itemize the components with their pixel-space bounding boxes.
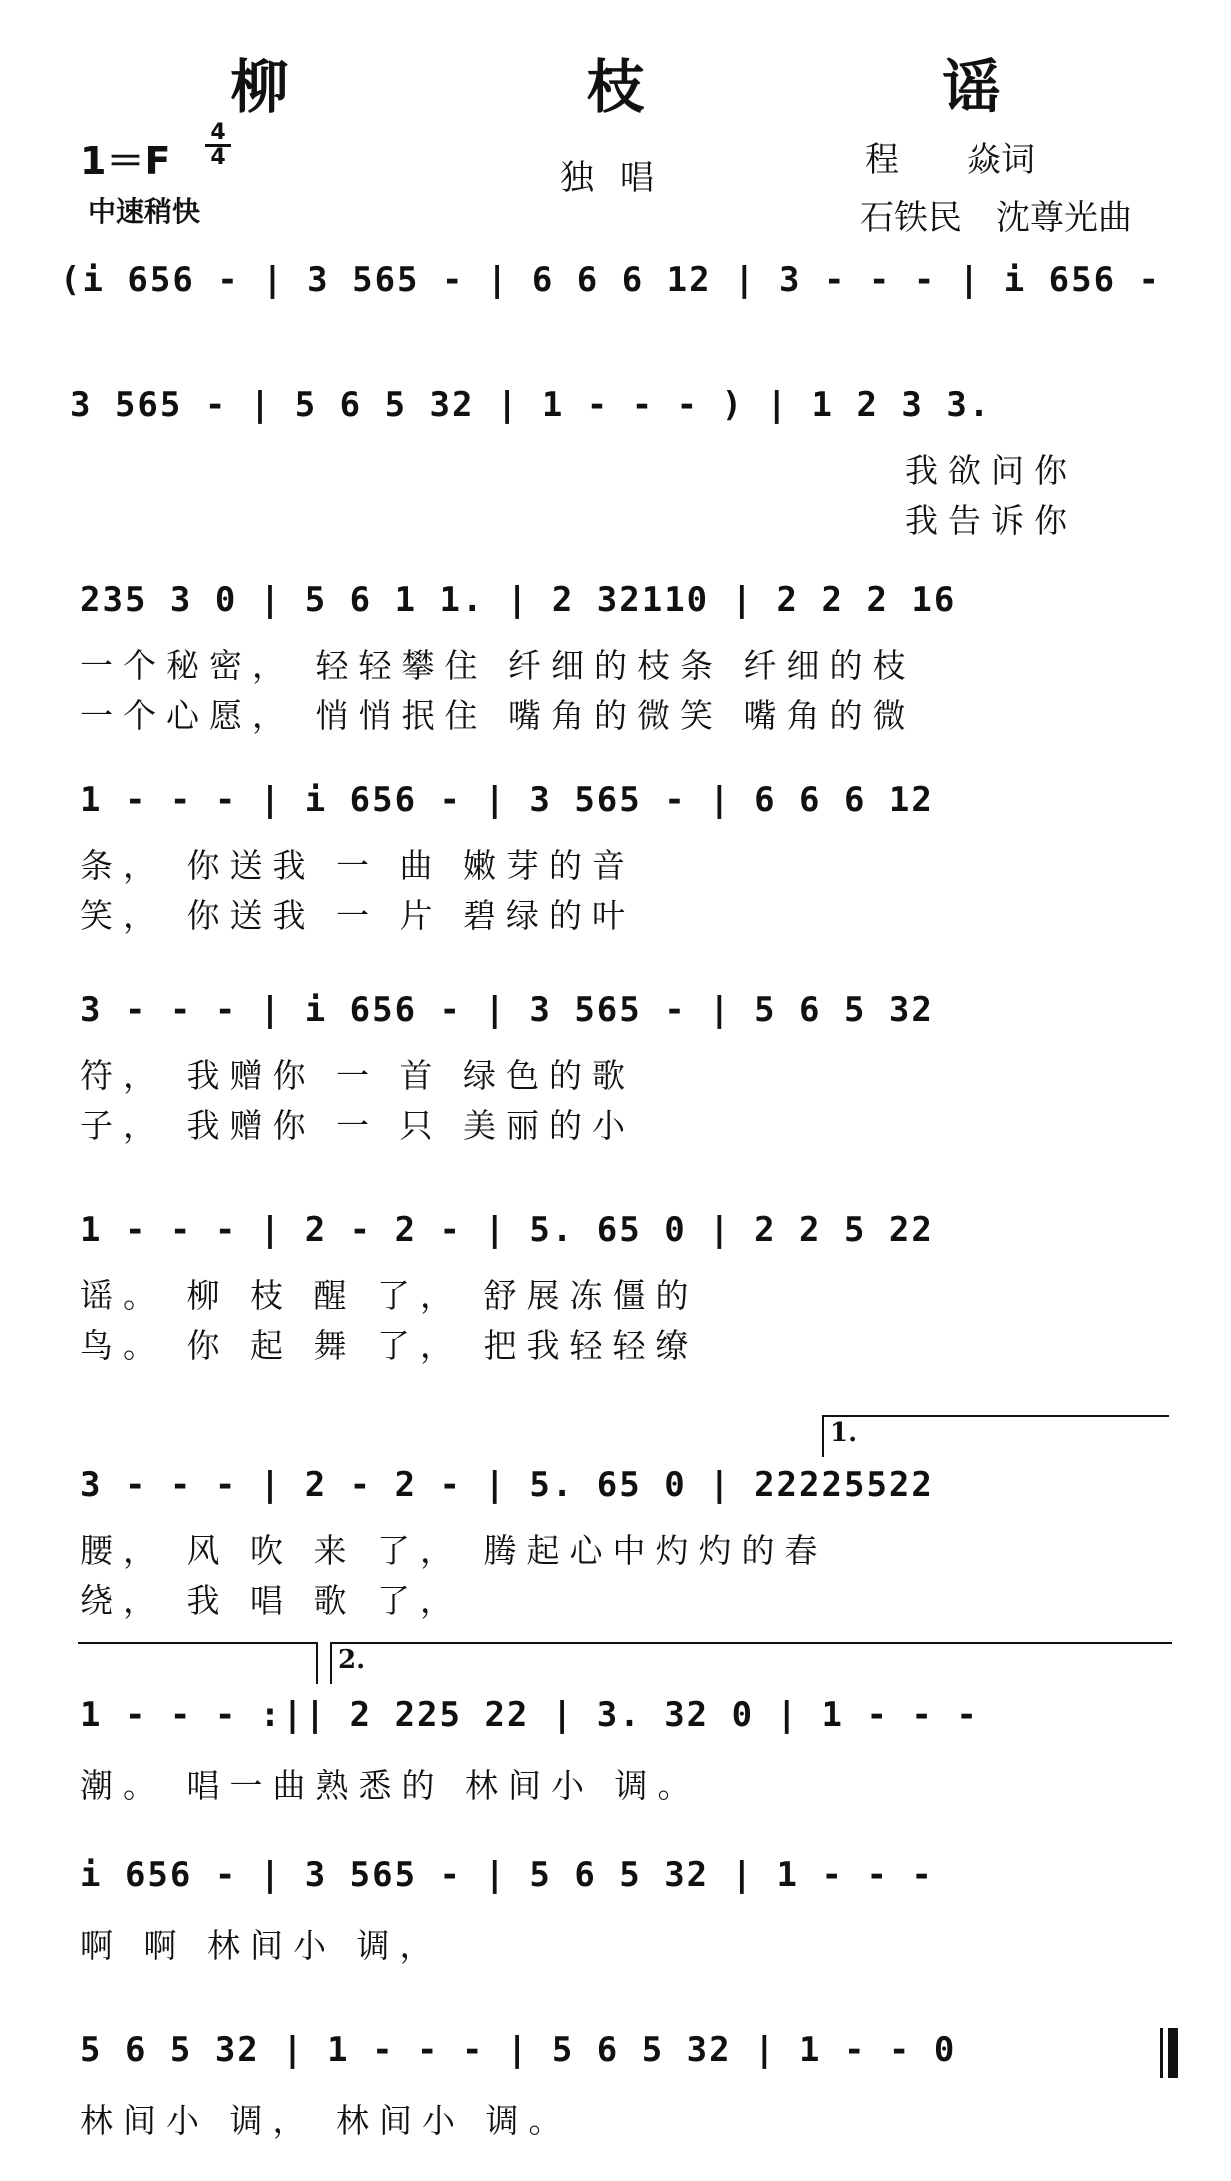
lyric-verse-1: 潮。 唱一曲熟悉的 林间小 调。 <box>80 1766 701 1805</box>
lyric-verse-2: 子， 我赠你 一 只 美丽的小 <box>80 1106 635 1145</box>
volta-label-2: 2. <box>338 1645 366 1675</box>
song-title: 柳 枝 谣 <box>230 53 1121 121</box>
notation-line: 3 - - - | i 656 - | 3 565 - | 5 6 5 32 <box>80 990 934 1030</box>
final-barline-thin <box>1160 2028 1163 2078</box>
lyric-verse-2: 我告诉你 <box>905 501 1077 540</box>
volta-bracket-1 <box>822 1415 1169 1457</box>
time-signature <box>205 122 231 169</box>
volta-bracket-1-continued <box>78 1642 318 1684</box>
notation-line: 1 - - - :|| 2 225 22 | 3. 32 0 | 1 - - - <box>80 1695 979 1735</box>
performance-type: 独唱 <box>560 158 680 198</box>
lyric-verse-2: 鸟。 你 起 舞 了， 把我轻轻缭 <box>80 1326 699 1365</box>
notation-line: i 656 - | 3 565 - | 5 6 5 32 | 1 - - - <box>80 1855 934 1895</box>
lyric-verse-1: 我欲问你 <box>905 451 1077 490</box>
composer-credit: 石铁民 沈尊光曲 <box>860 198 1132 238</box>
lyric-verse-2: 笑， 你送我 一 片 碧绿的叶 <box>80 896 635 935</box>
lyric-verse-1: 一个秘密， 轻轻攀住 纤细的枝条 纤细的枝 <box>80 646 916 685</box>
meter-bottom: 4 <box>210 145 226 170</box>
lyric-verse-1: 腰， 风 吹 来 了， 腾起心中灼灼的春 <box>80 1531 828 1570</box>
notation-line: 1 - - - | 2 - 2 - | 5. 65 0 | 2 2 5 22 <box>80 1210 934 1250</box>
lyric-verse-2: 绕， 我 唱 歌 了， <box>80 1581 463 1620</box>
lyricist-credit: 程 焱词 <box>865 140 1035 180</box>
notation-line: 1 - - - | i 656 - | 3 565 - | 6 6 6 12 <box>80 780 934 820</box>
notation-line: 235 3 0 | 5 6 1 1. | 2 32110 | 2 2 2 16 <box>80 580 957 620</box>
lyric-verse-1: 谣。 柳 枝 醒 了， 舒展冻僵的 <box>80 1276 699 1315</box>
notation-line: 3 565 - | 5 6 5 32 | 1 - - - ) | 1 2 3 3. <box>70 385 992 425</box>
notation-line: 5 6 5 32 | 1 - - - | 5 6 5 32 | 1 - - 0 <box>80 2030 957 2070</box>
meter-top: 4 <box>205 122 231 147</box>
lyric-verse-1: 林间小 调， 林间小 调。 <box>80 2101 572 2140</box>
notation-line: (i 656 - | 3 565 - | 6 6 6 12 | 3 - - - | i 656 - <box>60 260 1162 300</box>
lyric-verse-2: 一个心愿， 悄悄抿住 嘴角的微笑 嘴角的微 <box>80 696 916 735</box>
notation-line: 3 - - - | 2 - 2 - | 5. 65 0 | 22225522 <box>80 1465 934 1505</box>
volta-bracket-2 <box>330 1642 1172 1684</box>
lyric-verse-1: 符， 我赠你 一 首 绿色的歌 <box>80 1056 635 1095</box>
lyric-verse-1: 啊 啊 林间小 调， <box>80 1926 443 1965</box>
key-signature: 1＝F <box>80 139 171 183</box>
final-barline-thick <box>1168 2028 1178 2078</box>
tempo-marking: 中速稍快 <box>88 195 201 228</box>
lyric-verse-1: 条， 你送我 一 曲 嫩芽的音 <box>80 846 635 885</box>
volta-label-1: 1. <box>830 1418 858 1448</box>
